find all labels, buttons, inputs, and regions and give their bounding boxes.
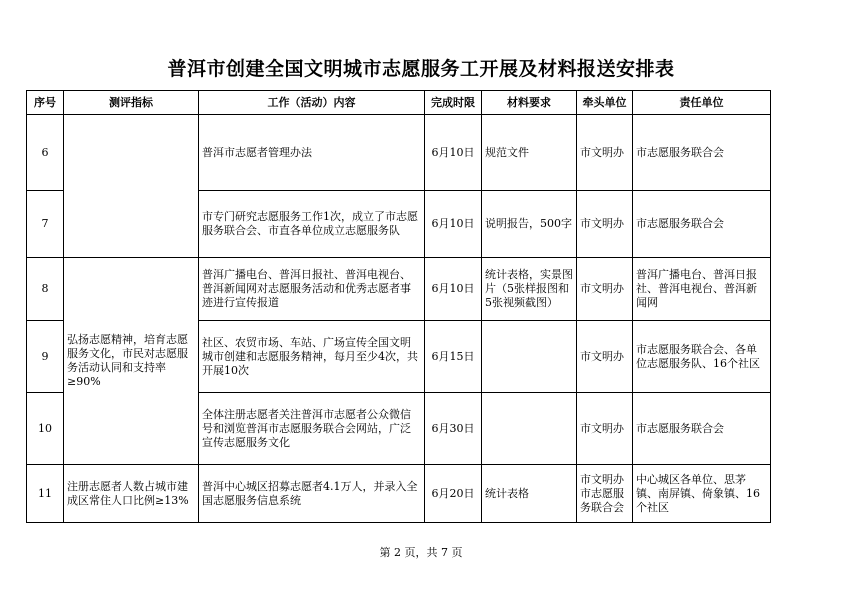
header-indicator: 测评指标	[64, 91, 199, 115]
deadline-cell: 6月20日	[425, 465, 482, 523]
work-cell: 普洱市志愿者管理办法	[199, 115, 425, 191]
deadline-cell: 6月15日	[425, 321, 482, 393]
row-no: 6	[27, 115, 64, 191]
deadline-cell: 6月10日	[425, 191, 482, 258]
material-cell: 统计表格	[482, 465, 577, 523]
table-row	[27, 465, 771, 523]
lead-cell: 市文明办市志愿服务联合会	[577, 465, 633, 523]
deadline-cell: 6月30日	[425, 393, 482, 465]
material-cell: 说明报告，500字	[482, 191, 577, 258]
material-cell: 规范文件	[482, 115, 577, 191]
row-no: 10	[27, 393, 64, 465]
responsible-cell: 市志愿服务联合会	[633, 191, 771, 258]
material-cell	[482, 393, 577, 465]
indicator-cell: 弘扬志愿精神，培育志愿服务文化，市民对志愿服务活动认同和支持率≥90%	[64, 258, 199, 465]
table-header-row	[27, 91, 771, 115]
responsible-cell: 市志愿服务联合会	[633, 393, 771, 465]
lead-cell: 市文明办	[577, 321, 633, 393]
row-no: 7	[27, 191, 64, 258]
table-row	[27, 258, 771, 321]
lead-cell: 市文明办	[577, 393, 633, 465]
header-deadline: 完成时限	[425, 91, 482, 115]
material-cell: 统计表格，实景图片（5张样报图和5张视频截图）	[482, 258, 577, 321]
header-material: 材料要求	[482, 91, 577, 115]
row-no: 9	[27, 321, 64, 393]
lead-cell: 市文明办	[577, 115, 633, 191]
material-cell	[482, 321, 577, 393]
page-number: 第 2 页，共 7 页	[379, 546, 463, 559]
header-no: 序号	[27, 91, 64, 115]
indicator-cell	[64, 115, 199, 258]
schedule-table	[26, 90, 771, 523]
work-cell: 普洱广播电台、普洱日报社、普洱电视台、普洱新闻网对志愿服务活动和优秀志愿者事迹进行宣传报道	[199, 258, 425, 321]
header-responsible: 责任单位	[633, 91, 771, 115]
responsible-cell: 市志愿服务联合会	[633, 115, 771, 191]
responsible-cell: 中心城区各单位、思茅镇、南屏镇、倚象镇、16个社区	[633, 465, 771, 523]
responsible-cell: 市志愿服务联合会、各单位志愿服务队、16个社区	[633, 321, 771, 393]
row-no: 11	[27, 465, 64, 523]
lead-cell: 市文明办	[577, 191, 633, 258]
deadline-cell: 6月10日	[425, 258, 482, 321]
lead-cell: 市文明办	[577, 258, 633, 321]
row-no: 8	[27, 258, 64, 321]
work-cell: 全体注册志愿者关注普洱市志愿者公众微信号和浏览普洱市志愿服务联合会网站，广泛宣传志愿服务文化	[199, 393, 425, 465]
header-lead: 牵头单位	[577, 91, 633, 115]
header-work: 工作（活动）内容	[199, 91, 425, 115]
work-cell: 普洱中心城区招募志愿者4.1万人，并录入全国志愿服务信息系统	[199, 465, 425, 523]
work-cell: 社区、农贸市场、车站、广场宣传全国文明城市创建和志愿服务精神，每月至少4次，共开展10次	[199, 321, 425, 393]
responsible-cell: 普洱广播电台、普洱日报社、普洱电视台、普洱新闻网	[633, 258, 771, 321]
indicator-cell: 注册志愿者人数占城市建成区常住人口比例≥13%	[64, 465, 199, 523]
deadline-cell: 6月10日	[425, 115, 482, 191]
work-cell: 市专门研究志愿服务工作1次，成立了市志愿服务联合会、市直各单位成立志愿服务队	[199, 191, 425, 258]
page-title: 普洱市创建全国文明城市志愿服务工开展及材料报送安排表	[167, 58, 675, 80]
table-row	[27, 115, 771, 191]
